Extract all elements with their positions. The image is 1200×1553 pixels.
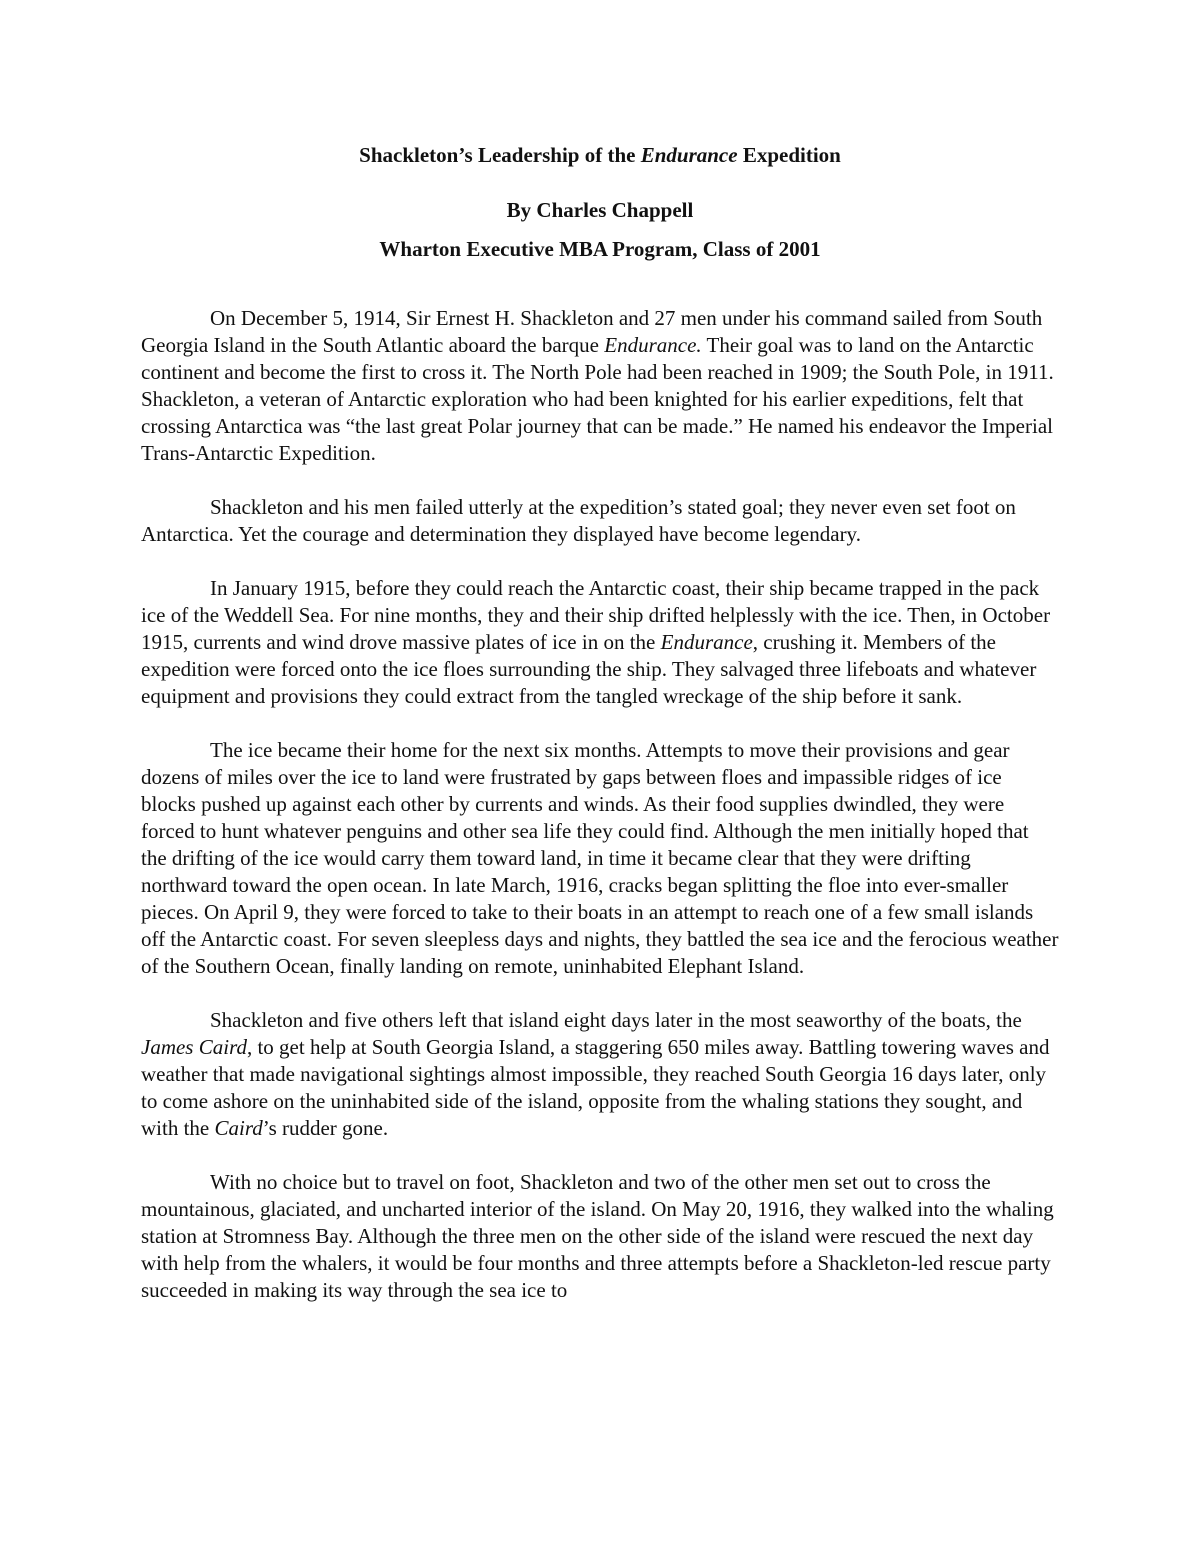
document-body — [141, 305, 1059, 1331]
paragraph-text: Shackleton and his men failed utterly at the expedition’s stated goal; they never even set foot on Antarctica. Yet the courage and determination they displayed have become legendary. — [141, 495, 1016, 546]
boat-name-italic: Caird — [214, 1116, 263, 1140]
paragraph-4 — [141, 737, 1059, 980]
paragraph-text: Shackleton and five others left that island eight days later in the most seaworthy of the boats, the — [210, 1008, 1022, 1032]
paragraph-5 — [141, 1007, 1059, 1142]
paragraph-6 — [141, 1169, 1059, 1304]
paragraph-text: The ice became their home for the next six months. Attempts to move their provisions and gear dozens of miles over the ice to land were frustrated by gaps between floes and impassible ridges of ice blocks pushed up against each other by currents and winds. As their food supplies dwindled, they were forced to hunt whatever penguins and other sea life they could find. Although the men initially hoped that the drifting of the ice would carry them toward land, in time it became clear that they were drifting northward toward the open ocean. In late March, 1916, cracks began splitting the floe into ever-smaller pieces. On April 9, they were forced to take to their boats in an attempt to reach one of a few small islands off the Antarctic coast. For seven sleepless days and nights, they battled the sea ice and the ferocious weather of the Southern Ocean, finally landing on remote, uninhabited Elephant Island. — [141, 738, 1059, 978]
paragraph-2 — [141, 494, 1059, 548]
boat-name-italic: James Caird — [141, 1035, 247, 1059]
title-prefix: Shackleton’s Leadership of the — [359, 143, 641, 167]
title-suffix: Expedition — [737, 143, 841, 167]
ship-name-italic: Endurance — [660, 630, 753, 654]
paragraph-text: In January 1915, before they could reach the Antarctic coast, their ship became trapped in the pack ice of the Weddell Sea. For nine months, they and their ship drifted helplessly with the ice. Then, in October 1915, currents and wind drove massive plates of ice in on the — [141, 576, 1051, 654]
paragraph-text: With no choice but to travel on foot, Shackleton and two of the other men set out to cross the mountainous, glaciated, and uncharted interior of the island. On May 20, 1916, they walked into the whaling station at Stromness Bay. Although the three men on the other side of the island were rescued the next day with help from the whalers, it would be four months and three attempts before a Shackleton-led rescue party succeeded in making its way through the sea ice to — [141, 1170, 1054, 1302]
paragraph-text: , crushing it. Members of the expedition were forced onto the ice floes surrounding the ship. They salvaged three lifeboats and whatever equipment and provisions they could extract from the tangled wreckage of the ship before it sank. — [141, 630, 1037, 708]
ship-name-italic: Endurance. — [604, 333, 702, 357]
title-ship-name: Endurance — [640, 143, 738, 167]
paragraph-text: , to get help at South Georgia Island, a staggering 650 miles away. Battling towering waves and weather that made navigational sightings almost impossible, they reached South Georgia 16 days later, only to come ashore on the uninhabited side of the island, opposite from the whaling stations they sought, and with the — [141, 1035, 1050, 1140]
paragraph-3 — [141, 575, 1059, 710]
paragraph-1 — [141, 305, 1059, 467]
paragraph-text: On December 5, 1914, Sir Ernest H. Shackleton and 27 men under his command sailed from South Georgia Island in the South Atlantic aboard the barque — [141, 306, 1043, 357]
document-author: By Charles Chappell — [506, 198, 694, 222]
document-title — [0, 142, 1200, 168]
paragraph-text: ’s rudder gone. — [262, 1116, 389, 1140]
paragraph-text: Their goal was to land on the Antarctic continent and become the first to cross it. The North Pole had been reached in 1909; the South Pole, in 1911. Shackleton, a veteran of Antarctic exploration who had been knighted for his earlier expeditions, felt that crossing Antarctica was “the last great Polar journey that can be made.” He named his endeavor the Imperial Trans-Antarctic Expedition. — [141, 333, 1054, 465]
document-affiliation: Wharton Executive MBA Program, Class of 2001 — [379, 237, 821, 261]
